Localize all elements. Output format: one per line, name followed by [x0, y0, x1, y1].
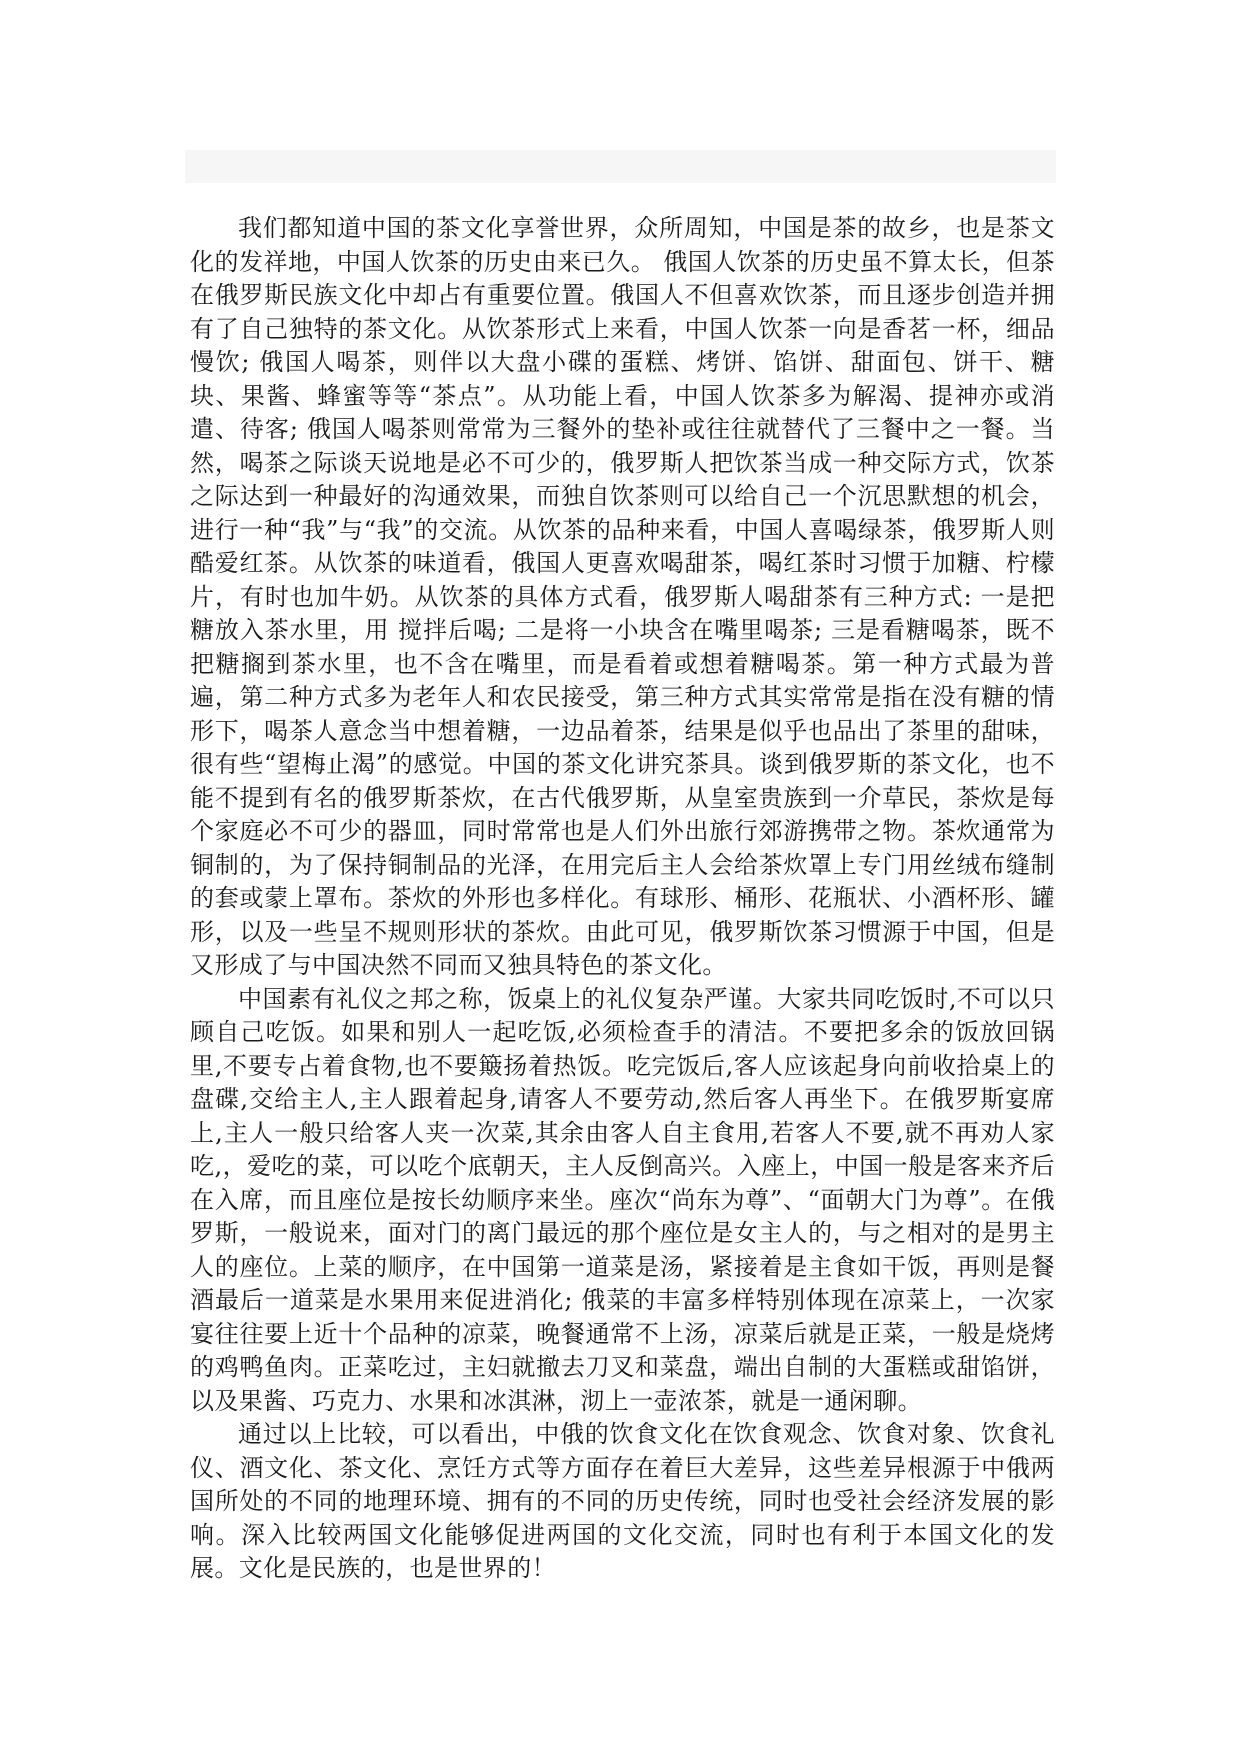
header-band: [185, 150, 1056, 183]
document-body: [190, 212, 1055, 1586]
paragraph-tea-culture: 我们都知道中国的茶文化享誉世界，众所周知，中国是茶的故乡，也是茶文化的发祥地，中国人饮茶的历史由来已久。 俄国人饮茶的历史虽不算太长，但茶在俄罗斯民族文化中却占有重要位置。俄国人不但喜欢饮茶，而且逐步创造并拥有了自己独特的茶文化。从饮茶形式上来看，中国人饮茶一向是香茗一杯，细品慢饮; 俄国人喝茶，则伴以大盘小碟的蛋糕、烤饼、馅饼、甜面包、饼干、糖块、果酱、蜂蜜等等“茶点”。从功能上看，中国人饮茶多为解渴、提神亦或消遣、待客; 俄国人喝茶则常常为三餐外的垫补或往往就替代了三餐中之一餐。当然，喝茶之际谈天说地是必不可少的，俄罗斯人把饮茶当成一种交际方式，饮茶之际达到一种最好的沟通效果，而独自饮茶则可以给自己一个沉思默想的机会，进行一种“我”与“我”的交流。从饮茶的品种来看，中国人喜喝绿茶，俄罗斯人则酷爱红茶。从饮茶的味道看，俄国人更喜欢喝甜茶，喝红茶时习惯于加糖、柠檬片，有时也加牛奶。从饮茶的具体方式看，俄罗斯人喝甜茶有三种方式: 一是把糖放入茶水里，用 搅拌后喝; 二是将一小块含在嘴里喝茶; 三是看糖喝茶，既不把糖搁到茶水里，也不含在嘴里，而是看着或想着糖喝茶。第一种方式最为普遍，第二种方式多为老年人和农民接受，第三种方式其实常常是指在没有糖的情形下，喝茶人意念当中想着糖，一边品着茶，结果是似乎也品出了茶里的甜味，很有些“望梅止渴”的感觉。中国的茶文化讲究茶具。谈到俄罗斯的茶文化，也不能不提到有名的俄罗斯茶炊，在古代俄罗斯，从皇室贵族到一介草民，茶炊是每个家庭必不可少的器皿，同时常常也是人们外出旅行郊游携带之物。茶炊通常为铜制的，为了保持铜制品的光泽，在用完后主人会给茶炊罩上专门用丝绒布缝制的套或蒙上罩布。茶炊的外形也多样化。有球形、桶形、花瓶状、小酒杯形、罐形，以及一些呈不规则形状的茶炊。由此可见，俄罗斯饮茶习惯源于中国，但是又形成了与中国决然不同而又独具特色的茶文化。: [190, 214, 1055, 979]
paragraph-conclusion: 通过以上比较，可以看出，中俄的饮食文化在饮食观念、饮食对象、饮食礼仪、酒文化、茶文化、烹饪方式等方面存在着巨大差异，这些差异根源于中俄两国所处的不同的地理环境、拥有的不同的历史传统，同时也受社会经济发展的影响。深入比较两国文化能够促进两国的文化交流，同时也有利于本国文化的发展。文化是民族的，也是世界的！: [190, 1420, 1055, 1582]
paragraph-table-etiquette: 中国素有礼仪之邦之称，饭桌上的礼仪复杂严谨。大家共同吃饭时,不可以只顾自己吃饭。如果和别人一起吃饭,必须检查手的清洁。不要把多余的饭放回锅里,不要专占着食物,也不要簸扬着热饭。吃完饭后,客人应该起身向前收拾桌上的盘碟,交给主人,主人跟着起身,请客人不要劳动,然后客人再坐下。在俄罗斯宴席上,主人一般只给客人夹一次菜,其余由客人自主食用,若客人不要,就不再劝人家吃,，爱吃的菜，可以吃个底朝天，主人反倒高兴。入座上，中国一般是客来齐后在入席，而且座位是按长幼顺序来坐。座次“尚东为尊”、“面朝大门为尊”。在俄罗斯，一般说来，面对门的离门最远的那个座位是女主人的，与之相对的是男主人的座位。上菜的顺序，在中国第一道菜是汤，紧接着是主食如干饭，再则是餐酒最后一道菜是水果用来促进消化; 俄菜的丰富多样特别体现在凉菜上，一次家宴往往要上近十个品种的凉菜，晚餐通常不上汤，凉菜后就是正菜，一般是烧烤的鸡鸭鱼肉。正菜吃过，主妇就撤去刀叉和菜盘，端出自制的大蛋糕或甜馅饼，以及果酱、巧克力、水果和冰淇淋，沏上一壶浓茶，就是一通闲聊。: [190, 984, 1055, 1415]
